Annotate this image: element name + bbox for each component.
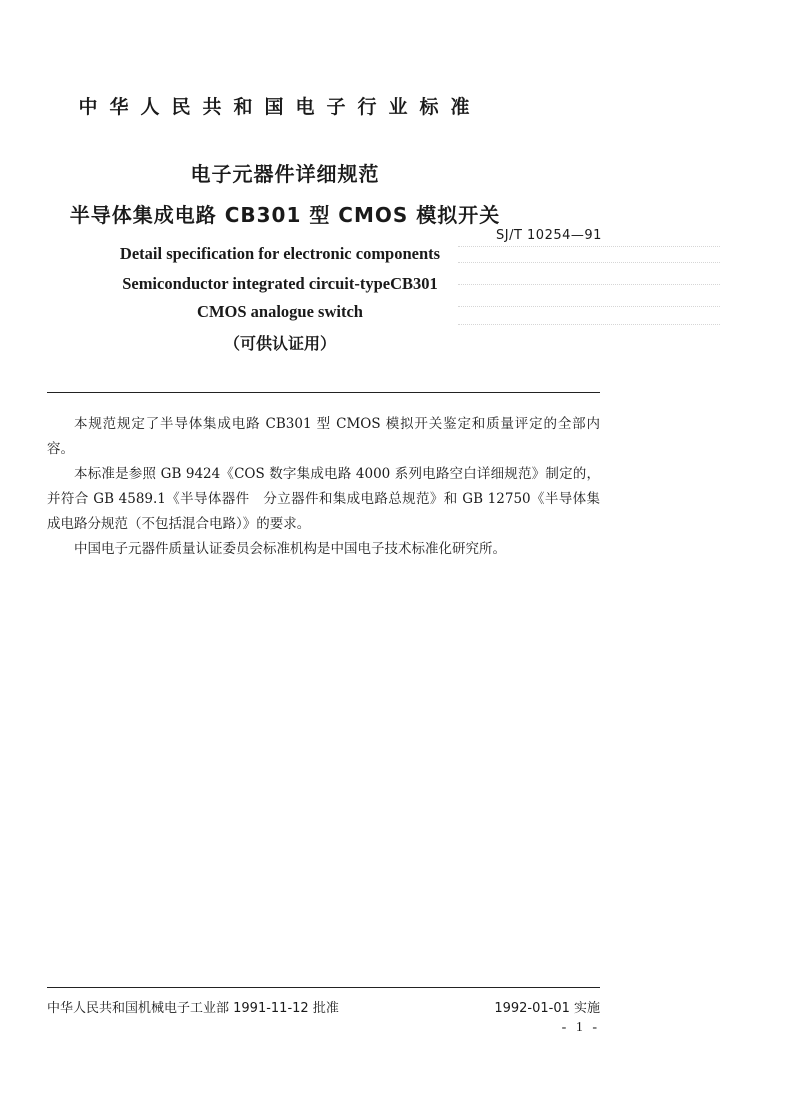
body-paragraph: 中国电子元器件质量认证委员会标准机构是中国电子技术标准化研究所。 [74,541,506,557]
body-paragraph: 本标准是参照 GB 9424《COS 数字集成电路 4000 系列电路空白详细规范》制定的，并符合 GB 4589.1《半导体器件 分立器件和集成电路总规范》和 GB 12750《半导体集成电路分规范（不包括混合电路）》的要求。 [47,466,600,532]
header-divider [47,392,600,393]
english-title-line-3: CMOS analogue switch [197,302,363,321]
page-number: - 1 - [561,1020,600,1035]
faint-rule [458,324,720,325]
english-title-line-2: Semiconductor integrated circuit-typeCB301 [122,274,438,293]
standard-code: SJ/T 10254—91 [496,228,602,243]
implementation-date: 1992-01-01 实施 [494,1001,600,1016]
chinese-title-line-2: 半导体集成电路 CB301 型 CMOS 模拟开关 [69,203,501,227]
english-title-line-1: Detail specification for electronic components [119,244,441,263]
certification-note: （可供认证用） [223,334,336,353]
footer-divider [47,987,600,988]
body-text [47,412,600,562]
chinese-title-line-1: 电子元器件详细规范 [190,162,380,186]
standard-type-heading: 中华人民共和国电子行业标准 [78,96,482,118]
approval-line: 中华人民共和国机械电子工业部 1991-11-12 批准 [47,1001,339,1016]
body-paragraph: 本规范规定了半导体集成电路 CB301 型 CMOS 模拟开关鉴定和质量评定的全部内容。 [47,416,600,457]
